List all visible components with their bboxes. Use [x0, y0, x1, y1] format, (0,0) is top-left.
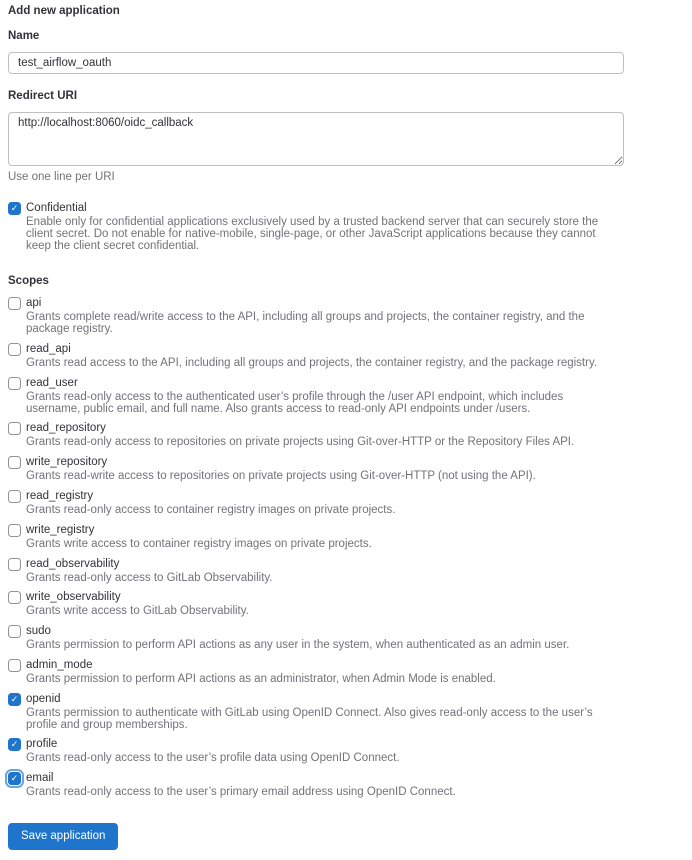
scope-checkbox-read_observability[interactable] — [8, 558, 21, 571]
scope-label-read_registry[interactable]: read_registry — [26, 489, 94, 502]
name-label: Name — [8, 30, 40, 42]
scope-checkbox-read_user[interactable] — [8, 377, 21, 390]
scope-checkbox-write_repository[interactable] — [8, 456, 21, 469]
scope-description: Grants read-write access to repositories on private projects using Git-over-HTTP (not using the API). — [26, 470, 536, 483]
confidential-label[interactable]: Confidential — [26, 202, 87, 214]
scope-description: Grants write access to GitLab Observability. — [26, 605, 249, 618]
scope-checkbox-read_registry[interactable] — [8, 490, 21, 503]
scope-label-email[interactable]: email — [26, 772, 54, 785]
page-title: Add new application — [8, 5, 120, 17]
scope-label-write_observability[interactable]: write_observability — [26, 591, 121, 604]
scope-checkbox-read_repository[interactable] — [8, 422, 21, 435]
scope-description: Grants complete read/write access to the API, including all groups and projects, the container registry, and the package registry. — [26, 311, 585, 336]
scope-checkbox-api[interactable] — [8, 297, 21, 310]
scope-item-openid — [8, 692, 684, 732]
confidential-checkbox[interactable] — [8, 202, 21, 215]
scope-label-read_repository[interactable]: read_repository — [26, 422, 106, 435]
redirect-uri-textarea[interactable] — [8, 112, 624, 166]
confidential-item — [8, 201, 684, 252]
scope-description: Grants read-only access to repositories on private projects using Git-over-HTTP or the Repository Files API. — [26, 436, 575, 449]
scope-checkbox-sudo[interactable] — [8, 625, 21, 638]
scope-item-profile — [8, 737, 684, 765]
scope-item-read_registry — [8, 489, 684, 517]
scope-label-write_registry[interactable]: write_registry — [26, 523, 95, 536]
scopes-list — [8, 296, 684, 799]
scope-item-write_repository — [8, 455, 684, 483]
scope-item-read_user — [8, 376, 684, 416]
scope-item-read_repository — [8, 421, 684, 449]
scope-checkbox-email[interactable] — [8, 772, 21, 785]
scope-item-write_observability — [8, 590, 684, 618]
scope-label-openid[interactable]: openid — [26, 692, 61, 705]
scope-checkbox-write_registry[interactable] — [8, 524, 21, 537]
name-input[interactable] — [8, 52, 624, 74]
scope-description: Grants permission to authenticate with GitLab using OpenID Connect. Also gives read-only access to the user’s profile and group memberships. — [26, 706, 593, 731]
scope-item-write_registry — [8, 523, 684, 551]
scope-item-email — [8, 771, 684, 799]
scope-checkbox-admin_mode[interactable] — [8, 659, 21, 672]
confidential-description: Enable only for confidential applications exclusively used by a trusted backend server that can securely store the client secret. Do not enable for native-mobile, single-page, or other JavaScript applications because they cannot keep the client secret confidential. — [26, 216, 599, 252]
scope-item-read_observability — [8, 557, 684, 585]
scope-label-write_repository[interactable]: write_repository — [26, 456, 108, 469]
scope-description: Grants read access to the API, including all groups and projects, the container registry, and the package registry. — [26, 356, 598, 369]
scope-item-admin_mode — [8, 658, 684, 686]
save-application-button[interactable]: Save application — [8, 823, 118, 850]
scope-description: Grants permission to perform API actions as any user in the system, when authenticated as an admin user. — [26, 639, 570, 652]
scope-checkbox-profile[interactable] — [8, 738, 21, 751]
scope-checkbox-openid[interactable] — [8, 693, 21, 706]
scope-item-read_api — [8, 342, 684, 370]
scope-checkbox-write_observability[interactable] — [8, 591, 21, 604]
scope-item-api — [8, 296, 684, 336]
scope-label-admin_mode[interactable]: admin_mode — [26, 658, 93, 671]
scopes-label: Scopes — [8, 275, 49, 288]
scope-description: Grants write access to container registry images on private projects. — [26, 537, 372, 550]
scope-label-read_observability[interactable]: read_observability — [26, 557, 120, 570]
scope-description: Grants permission to perform API actions as an administrator, when Admin Mode is enabled. — [26, 672, 496, 685]
name-field-group — [8, 30, 684, 74]
scope-label-read_user[interactable]: read_user — [26, 376, 78, 389]
scope-label-api[interactable]: api — [26, 297, 42, 310]
scope-label-sudo[interactable]: sudo — [26, 625, 51, 638]
redirect-uri-field-group — [8, 90, 684, 183]
scope-description: Grants read-only access to container registry images on private projects. — [26, 503, 396, 516]
scope-item-sudo — [8, 624, 684, 652]
scope-checkbox-read_api[interactable] — [8, 343, 21, 356]
scope-label-profile[interactable]: profile — [26, 738, 58, 751]
redirect-uri-help: Use one line per URI — [8, 171, 115, 183]
scope-description: Grants read-only access to the user’s profile data using OpenID Connect. — [26, 752, 400, 765]
scope-description: Grants read-only access to the user’s primary email address using OpenID Connect. — [26, 786, 456, 799]
scope-description: Grants read-only access to GitLab Observability. — [26, 571, 273, 584]
redirect-uri-label: Redirect URI — [8, 90, 78, 102]
scope-label-read_api[interactable]: read_api — [26, 342, 71, 355]
scope-description: Grants read-only access to the authenticated user’s profile through the /user API endpoint, which includes username, public email, and full name. Also grants access to read-only API endpoints under /users. — [26, 390, 564, 415]
